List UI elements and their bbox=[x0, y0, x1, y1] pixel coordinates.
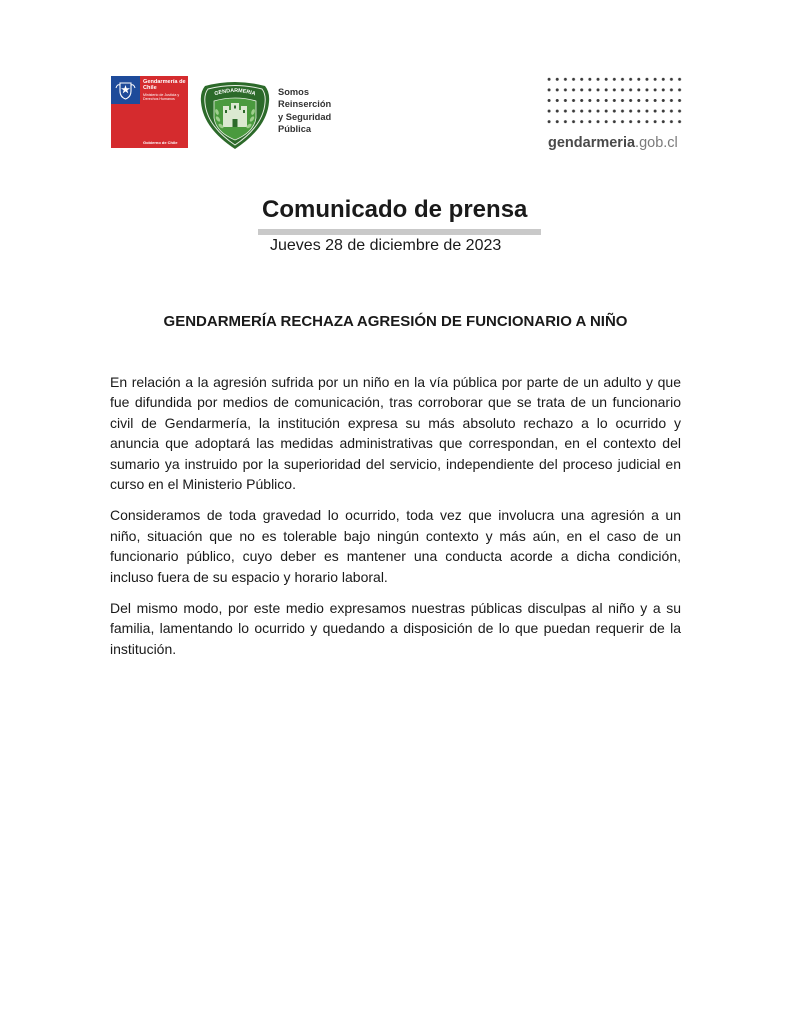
slogan-line: Pública bbox=[278, 124, 312, 135]
gendarmeria-badge-logo bbox=[199, 78, 271, 150]
document-body bbox=[110, 372, 681, 670]
body-paragraph bbox=[110, 372, 681, 494]
dot-pattern bbox=[545, 74, 684, 127]
paragraph-line: institución. bbox=[110, 640, 177, 657]
website-domain: .gob.cl bbox=[635, 135, 678, 151]
fortress-icon bbox=[223, 103, 247, 127]
logo-ministry-name: Ministerio de Justicia y Derechos Humanos bbox=[143, 93, 180, 102]
document-date: Jueves 28 de diciembre de 2023 bbox=[270, 237, 502, 254]
paragraph-line: anuncia que adoptará las medidas administrativas que correspondan, en el contexto del bbox=[110, 435, 681, 452]
document-title: Comunicado de prensa bbox=[262, 196, 528, 223]
slogan-line: Somos bbox=[278, 87, 309, 97]
slogan-line: Reinserción bbox=[278, 99, 332, 110]
website-name: gendarmeria bbox=[548, 135, 636, 151]
headline: GENDARMERÍA RECHAZA AGRESIÓN DE FUNCIONARIO A NIÑO bbox=[163, 313, 628, 330]
logo-institution-name: Gendarmería de Chile bbox=[143, 79, 186, 92]
paragraph-line: civil de Gendarmería, la institución expresa su más absoluto rechazo a lo ocurrido y bbox=[110, 414, 681, 431]
slogan bbox=[278, 86, 331, 136]
paragraph-line: sumario ya instruido por la superioridad del servicio, independiente del proceso judicial en bbox=[110, 455, 681, 472]
title-underline bbox=[258, 229, 541, 235]
paragraph-line: niño, situación que no es tolerable bajo ningún contexto y más aún, en el caso de un bbox=[110, 527, 681, 544]
body-paragraph bbox=[110, 505, 681, 587]
logo-blue-square bbox=[111, 76, 140, 104]
paragraph-line: incluso fuera de su espacio y horario laboral. bbox=[110, 568, 388, 585]
paragraph-line: familia, lamentando lo ocurrido y quedando a disposición de lo que puedan requerir de la bbox=[110, 620, 681, 637]
gobierno-de-chile-logo bbox=[111, 76, 188, 148]
website-address bbox=[548, 134, 678, 152]
paragraph-line: Del mismo modo, por este medio expresamos nuestras públicas disculpas al niño y a su bbox=[110, 600, 681, 617]
badge-text: GENDARMERIA bbox=[213, 87, 257, 98]
paragraph-line: Consideramos de toda gravedad lo ocurrido, toda vez que involucra una agresión a un bbox=[110, 507, 681, 524]
slogan-line: y Seguridad bbox=[278, 111, 332, 122]
coat-of-arms-icon bbox=[111, 76, 140, 104]
paragraph-line: curso en el Ministerio Público. bbox=[110, 476, 296, 493]
paragraph-line: fue difundida por medios de comunicación, tras corroborar que se trata de un funcionario bbox=[110, 394, 681, 411]
logo-government-name: Gobierno de Chile bbox=[143, 140, 178, 145]
body-paragraph bbox=[110, 598, 681, 659]
paragraph-line: En relación a la agresión sufrida por un niño en la vía pública por parte de un adulto y que bbox=[110, 374, 681, 390]
paragraph-line: funcionario público, cuyo deber es mantener una conducta acorde a dicha condición, bbox=[110, 548, 681, 565]
